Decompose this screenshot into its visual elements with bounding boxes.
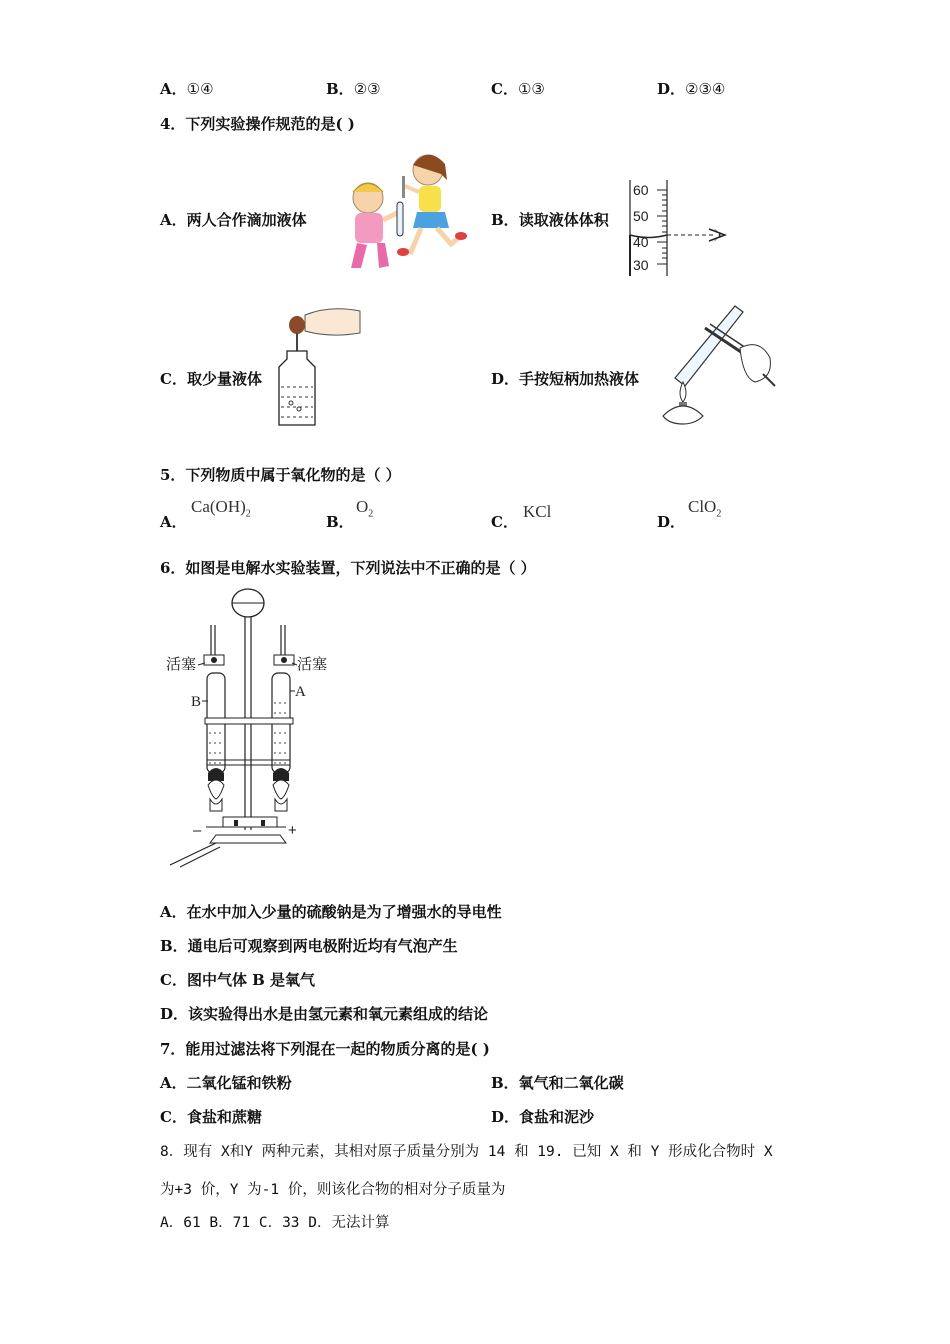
cylinder-tick-30: 30: [633, 257, 649, 273]
gas-b-label: B: [191, 694, 202, 710]
q6-stem: 6．如图是电解水实验装置，下列说法中不正确的是（ ）: [160, 559, 536, 577]
q5-option-d-letter: D．: [657, 513, 686, 531]
q7-option-c: C．食盐和蔗糖: [160, 1108, 262, 1126]
q4-option-b: B．读取液体体积: [491, 211, 609, 229]
cylinder-tick-40: 40: [633, 234, 649, 250]
two-children-dropping-liquid-image: [333, 140, 468, 280]
q5-option-b-formula: $O_2$: [356, 497, 374, 520]
negative-terminal-label: –: [193, 822, 202, 839]
q8-stem-line1: 8．现有 X和Y 两种元素，其相对原子质量分别为 14 和 19. 已知 X 和 Y 形成化合物时 X: [160, 1144, 773, 1160]
cylinder-tick-60: 60: [633, 182, 649, 198]
q3-option-b: B．②③: [326, 80, 381, 98]
q3-option-a: A．①④: [160, 80, 214, 98]
q7-option-d: D．食盐和泥沙: [491, 1108, 595, 1126]
q3-option-c: C．①③: [491, 80, 545, 98]
graduated-cylinder-reading-image: [625, 178, 755, 278]
q7-option-a: A．二氧化锰和铁粉: [160, 1074, 292, 1092]
q4-stem: 4．下列实验操作规范的是( ): [160, 115, 355, 133]
q7-option-b: B．氧气和二氧化碳: [491, 1074, 624, 1092]
q5-option-a-formula: $Ca(OH)_2$: [191, 497, 251, 520]
q6-option-b: B．通电后可观察到两电极附近均有气泡产生: [160, 937, 458, 955]
q8-stem-line2: 为+3 价，Y 为-1 价，则该化合物的相对分子质量为: [160, 1182, 506, 1198]
q7-stem: 7．能用过滤法将下列混在一起的物质分离的是( ): [160, 1040, 490, 1058]
cylinder-tick-50: 50: [633, 208, 649, 224]
q4-option-d: D．手按短柄加热液体: [491, 370, 640, 388]
q8-options: A．61 B．71 C．33 D．无法计算: [160, 1215, 390, 1231]
q5-option-b-letter: B．: [326, 513, 354, 531]
q3-option-d: D．②③④: [657, 80, 726, 98]
q4-option-c: C．取少量液体: [160, 370, 262, 388]
q5-option-c-formula: KCl: [523, 502, 552, 521]
heating-test-tube-image: [655, 298, 780, 428]
q6-option-c: C．图中气体 B 是氧气: [160, 971, 316, 989]
q5-option-d-formula: ClO$_2$: [688, 497, 722, 520]
right-valve-label: 活塞: [297, 655, 328, 673]
q6-option-d: D．该实验得出水是由氢元素和氧元素组成的结论: [160, 1005, 489, 1023]
dropper-bottle-image: [275, 303, 365, 431]
q4-option-a: A．两人合作滴加液体: [160, 211, 307, 229]
electrolysis-apparatus-image: [160, 585, 340, 870]
positive-terminal-label: +: [288, 822, 297, 839]
q5-option-a-letter: A．: [160, 513, 187, 531]
left-valve-label: 活塞: [166, 655, 197, 673]
q5-option-c-letter: C．: [491, 513, 518, 531]
q5-stem: 5．下列物质中属于氧化物的是（ ）: [160, 466, 401, 484]
gas-a-label: A: [295, 684, 306, 700]
q6-option-a: A．在水中加入少量的硫酸钠是为了增强水的导电性: [160, 903, 502, 921]
